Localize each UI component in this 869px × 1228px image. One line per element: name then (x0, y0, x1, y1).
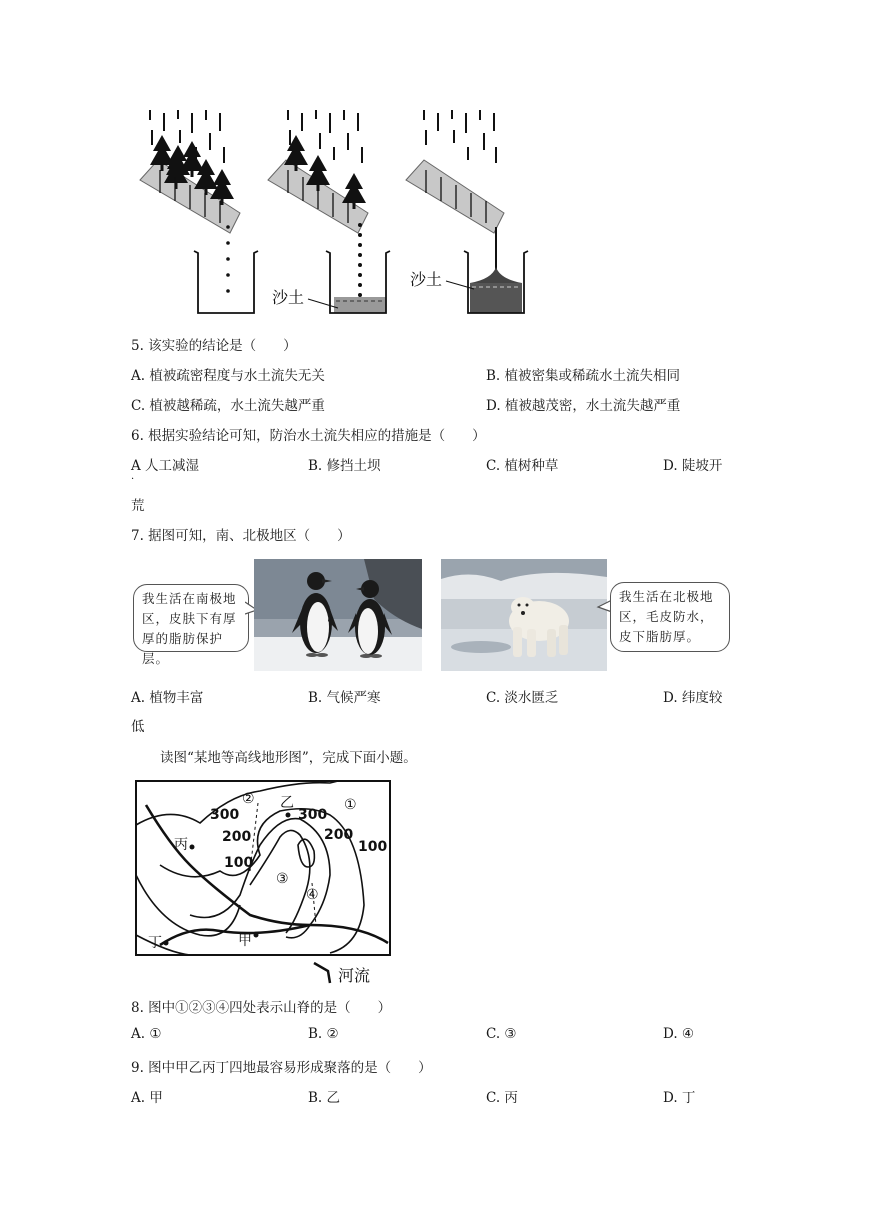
soil-erosion-experiment-figure (130, 105, 540, 320)
elevation-label: 300 (210, 807, 240, 823)
marker-3: ③ (276, 871, 289, 887)
svg-text:河流: 河流 (338, 966, 371, 985)
speech-bubble-south-pole: 我生活在南极地区，皮肤下有厚厚的脂肪保护层。 (133, 584, 249, 652)
place-yi: 乙 (280, 795, 294, 811)
q8-option-c[interactable]: C. ③ (486, 1026, 517, 1042)
q9-stem: 9. 图中甲乙丙丁四地最容易形成聚落的是（ ） (131, 1060, 432, 1076)
marker-1: ① (344, 797, 357, 813)
q5-option-c[interactable]: C. 植被越稀疏，水土流失越严重 (131, 398, 325, 414)
q5-option-d[interactable]: D. 植被越茂密，水土流失越严重 (486, 398, 681, 414)
q6-option-b[interactable]: B. 修挡土坝 (308, 458, 381, 474)
elevation-label: 200 (222, 829, 252, 845)
elevation-label: 300 (298, 807, 328, 823)
q9-option-a[interactable]: A. 甲 (131, 1090, 163, 1106)
q7-option-a[interactable]: A. 植物丰富 (131, 690, 204, 706)
dot-mark: · (131, 474, 135, 485)
q6-option-a[interactable]: A 人工减湿 (131, 458, 200, 474)
elevation-label: 100 (224, 855, 254, 871)
elevation-label: 100 (358, 839, 388, 855)
polar-bear-photo (441, 559, 607, 671)
q6-stem: 6. 根据实验结论可知，防治水土流失相应的措施是（ ） (131, 428, 486, 444)
q7-option-d-wrap: 低 (131, 719, 145, 735)
place-bing: 丙 (174, 837, 188, 853)
speech-bubble-north-pole: 我生活在北极地区，毛皮防水，皮下脂肪厚。 (610, 582, 730, 652)
q9-option-d[interactable]: D. 丁 (663, 1090, 696, 1106)
q6-option-d[interactable]: D. 陡坡开 (663, 458, 723, 474)
place-jia: 甲 (238, 933, 252, 949)
q8-option-b[interactable]: B. ② (308, 1026, 339, 1042)
q7-stem: 7. 据图可知，南、北极地区（ ） (131, 528, 351, 544)
sand-label-3: 沙土 (410, 270, 443, 289)
q7-option-d[interactable]: D. 纬度较 (663, 690, 723, 706)
q9-option-c[interactable]: C. 丙 (486, 1090, 518, 1106)
penguin-photo (254, 559, 422, 671)
marker-4: ④ (306, 887, 319, 903)
q7-option-b[interactable]: B. 气候严寒 (308, 690, 381, 706)
q8-stem: 8. 图中①②③④四处表示山脊的是（ ） (131, 1000, 392, 1016)
q6-option-c[interactable]: C. 植树种草 (486, 458, 559, 474)
q8-option-a[interactable]: A. ① (131, 1026, 162, 1042)
q6-option-d-wrap: 荒 (131, 498, 145, 514)
sand-label-2: 沙土 (272, 288, 305, 307)
marker-2: ② (242, 791, 255, 807)
q9-option-b[interactable]: B. 乙 (308, 1090, 341, 1106)
river-legend (314, 963, 370, 985)
q5-option-a[interactable]: A. 植被疏密程度与水土流失无关 (131, 368, 325, 384)
q7-option-c[interactable]: C. 淡水匮乏 (486, 690, 559, 706)
place-ding: 丁 (148, 935, 162, 951)
q8-option-d[interactable]: D. ④ (663, 1026, 695, 1042)
group-intro: 读图“某地等高线地形图”，完成下面小题。 (160, 750, 417, 766)
q5-option-b[interactable]: B. 植被密集或稀疏水土流失相同 (486, 368, 681, 384)
q5-stem: 5. 该实验的结论是（ ） (131, 338, 297, 354)
contour-map (130, 775, 395, 987)
elevation-label: 200 (324, 827, 354, 843)
